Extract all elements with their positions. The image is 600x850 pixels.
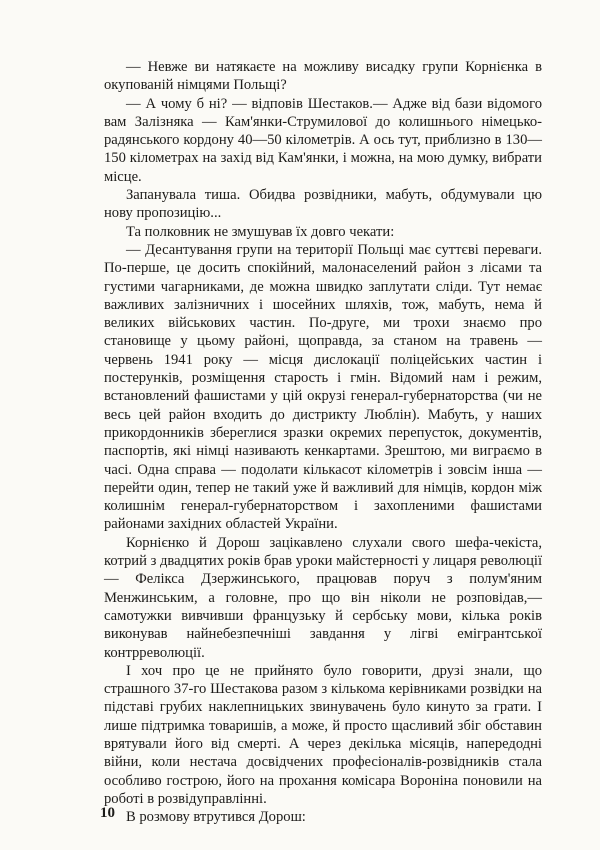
text-body bbox=[104, 58, 542, 826]
page-number: 10 bbox=[100, 805, 115, 821]
paragraph-3: Запанувала тиша. Обидва розвідники, мабуть, обдумували цю нову пропозицію... bbox=[104, 187, 542, 222]
paragraph-6: Корнієнко й Дорош зацікавлено слухали свого шефа-чекіста, котрий з двадцятих років брав уроки майстерності у лицаря революції — Фелікса Дзержинського, працював поруч з полум'яним Менжинським, а головне, про що він ніколи не розповідав,— самотужки вивчивши французьку й сербську мови, кілька років виконував найнебезпечніші завдання у лігві емігрантської контрреволюції. bbox=[104, 534, 542, 661]
paragraph-2: — А чому б ні? — відповів Шестаков.— Адже від бази відомого вам Залізняка — Кам'янки-Струмилової до колишнього німецько-радянського кордону 40—50 кілометрів. А ось тут, приблизно в 130—150 кілометрах на захід від Кам'янки, і можна, на мою думку, вибрати місце. bbox=[104, 95, 542, 185]
paragraph-4: Та полковник не змушував їх довго чекати: bbox=[126, 223, 395, 240]
paragraph-8: В розмову втрутився Дорош: bbox=[126, 809, 306, 826]
paragraph-5: — Десантування групи на території Польщі має суттєві переваги. По-перше, це досить спокійний, малонаселений район з лісами та густими чагарниками, де можна швидко заплутати сліди. Тут немає важливих залізничних і шосейних шляхів, тож, мабуть, нема й великих військових частин. По-друге, ми трохи знаємо про становище у цьому районі, щоправда, за станом на травень — червень 1941 року — місця дислокації поліцейських частин і постерунків, розміщення старость і гмін. Відомий нам і режим, встановлений фашистами у цій окрузі генерал-губернаторства (чи не весь цей район входить до дистрикту Люблін). Мабуть, у наших прикордонників збереглися зразки окремих перепусток, документів, паспортів, які німці називають кенкартами. Зрештою, ми виграємо в часі. Одна справа — подолати кількасот кілометрів і зовсім інша — перейти один, тепер не такий уже й важливий для німців, кордон між колишнім генерал-губернаторством і захопленими фашистами районами західних областей України. bbox=[104, 241, 542, 533]
paragraph-1: — Невже ви натякаєте на можливу висадку групи Корнієнка в окупованій німцями Польщі? bbox=[104, 59, 542, 94]
paragraph-7: І хоч про це не прийнято було говорити, друзі знали, що страшного 37-го Шестакова разом з кількома керівниками розвідки на підставі грубих наклепницьких звинувачень було кинуто за грати. І лише підтримка товаришів, а може, й просто щасливий збіг обставин врятували його від смерті. А через декілька місяців, напередодні війни, коли нестача досвідчених професіоналів-розвідників стала особливо гострою, його на прохання комісара Вороніна поновили на роботі в розвідуправлінні. bbox=[104, 662, 542, 807]
